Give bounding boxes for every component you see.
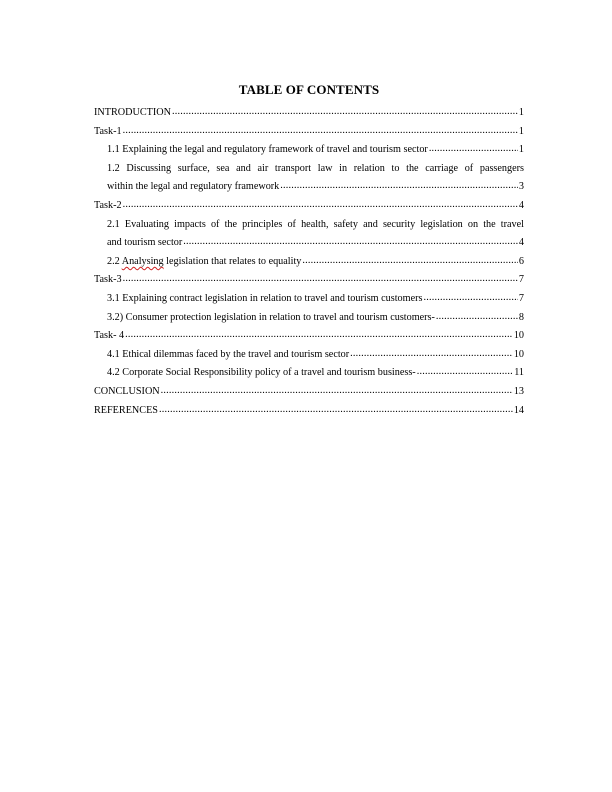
toc-entry-label: REFERENCES [94, 404, 158, 416]
toc-entry-number: 2.2 [107, 255, 122, 267]
toc-entry-page: 10 [513, 330, 524, 342]
dot-leader [183, 233, 518, 252]
toc-entry-label: 4.1 Ethical dilemmas faced by the travel and tourism sector [107, 348, 350, 360]
toc-entry-page: 7 [518, 292, 524, 304]
toc-entry-label-line2: and tourism sector [107, 237, 183, 249]
toc-entry-page: 10 [513, 348, 524, 360]
toc-entry-references[interactable] [94, 402, 524, 421]
toc-entry-page: 11 [514, 367, 524, 379]
toc-entry-label-line1: 2.1 Evaluating impacts of the principles of health, safety and security legislation on the travel [107, 218, 524, 230]
toc-entry-label: Task-1 [94, 125, 122, 137]
toc-entry-3-1[interactable] [94, 290, 524, 309]
toc-entry-conclusion[interactable] [94, 383, 524, 402]
dot-leader [429, 140, 518, 159]
toc-entry-2-1[interactable] [94, 216, 524, 253]
toc-entry-task-2[interactable] [94, 197, 524, 216]
toc-entry-page: 1 [518, 107, 524, 118]
toc-title: TABLE OF CONTENTS [238, 82, 380, 97]
toc-entry-label-line2: within the legal and regulatory framework [107, 181, 280, 193]
dot-leader [123, 196, 518, 215]
toc-entry-page: 3 [518, 181, 524, 193]
toc-entry-page: 13 [513, 385, 524, 397]
toc-entry-page: 8 [518, 311, 524, 323]
toc-entry-2-2[interactable] [94, 253, 524, 272]
toc-entry-task-4[interactable] [94, 327, 524, 346]
toc-entry-task-1[interactable] [94, 123, 524, 142]
dot-leader [161, 382, 513, 401]
toc-entry-label: Task-3 [94, 274, 122, 286]
toc-entry-page: 4 [518, 199, 524, 211]
dot-leader [350, 345, 513, 364]
dot-leader [417, 363, 513, 382]
dot-leader [123, 270, 518, 289]
toc-entry-label: 4.2 Corporate Social Responsibility policy of a travel and tourism business- [107, 367, 416, 379]
toc-entry-label: Task-2 [94, 199, 122, 211]
toc-entry-1-2[interactable] [94, 160, 524, 197]
dot-leader [423, 289, 517, 308]
toc-entry-label: CONCLUSION [94, 385, 160, 397]
dot-leader [123, 122, 518, 141]
dot-leader [280, 177, 518, 196]
dot-leader [159, 401, 513, 420]
toc-entry-text: legislation that relates to equality [163, 255, 302, 267]
toc-entry-label: INTRODUCTION [94, 107, 171, 118]
toc-entry-label-line1: 1.2 Discussing surface, sea and air transport law in relation to the carriage of passengers [107, 162, 524, 174]
dot-leader [436, 308, 518, 327]
toc-entry-label: 1.1 Explaining the legal and regulatory framework of travel and tourism sector [107, 144, 428, 156]
dot-leader [125, 326, 513, 345]
spellcheck-word: Analysing [121, 255, 164, 267]
toc-entry-4-2[interactable] [94, 364, 524, 383]
toc-entry-introduction[interactable] [94, 104, 524, 123]
toc-entry-label: 3.2) Consumer protection legislation in relation to travel and tourism customers- [107, 311, 435, 323]
toc-entry-label [107, 253, 301, 272]
toc-entry-label: 3.1 Explaining contract legislation in relation to travel and tourism customers [107, 292, 423, 304]
dot-leader [172, 103, 518, 122]
toc-entry-page: 6 [518, 255, 524, 267]
toc-entry-4-1[interactable] [94, 346, 524, 365]
toc-entry-1-1[interactable] [94, 141, 524, 160]
toc-entry-page: 14 [513, 404, 524, 416]
dot-leader [302, 252, 518, 271]
toc-entry-page: 4 [518, 237, 524, 249]
toc-entry-task-3[interactable] [94, 271, 524, 290]
toc-entry-3-2[interactable] [94, 309, 524, 328]
toc-entry-page: 1 [518, 125, 524, 137]
toc-entry-page: 1 [518, 144, 524, 156]
toc-entry-label: Task- 4 [94, 330, 125, 342]
toc-entry-page: 7 [518, 274, 524, 286]
table-of-contents [94, 104, 524, 420]
